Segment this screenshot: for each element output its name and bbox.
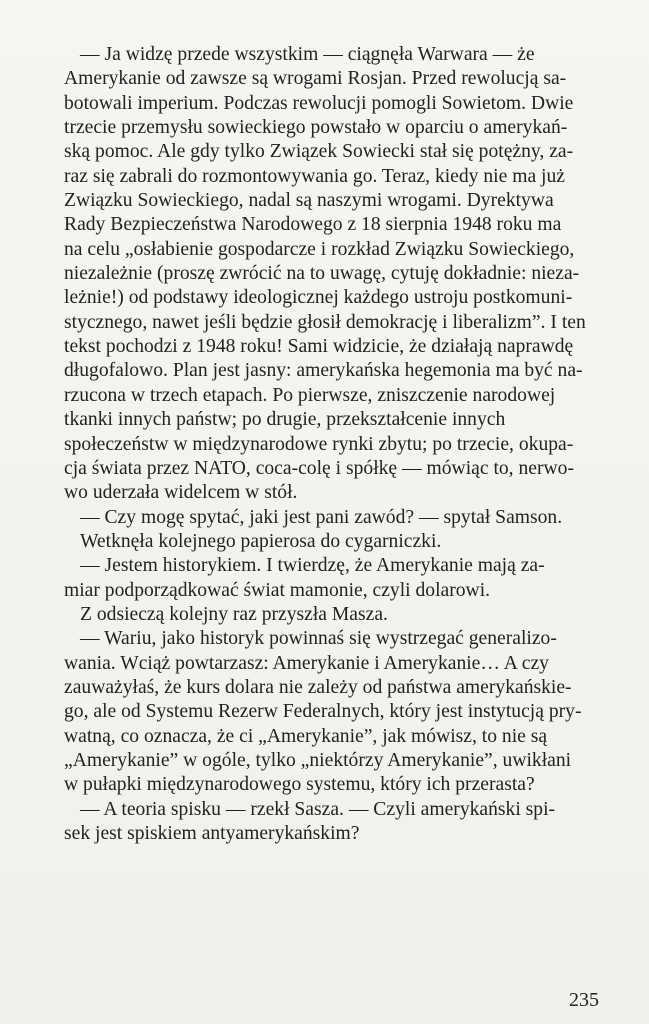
text-line: wo uderzała widelcem w stół.: [64, 482, 298, 504]
text-line: tkanki innych państw; po drugie, przekształcenie innych: [64, 409, 506, 431]
text-line: — Jestem historykiem. I twierdzę, że Amerykanie mają za-: [80, 555, 545, 577]
text-line: Z odsieczą kolejny raz przyszła Masza.: [80, 603, 388, 625]
text-line: leżnie!) od podstawy ideologicznej każdego ustroju postkomuni-: [64, 287, 573, 309]
text-line: — Ja widzę przede wszystkim — ciągnęła Warwara — że: [80, 44, 535, 65]
text-line: miar podporządkować świat mamonie, czyli dolarowi.: [64, 579, 491, 601]
body-text: [64, 43, 624, 846]
text-line: „Amerykanie” w ogóle, tylko „niektórzy Amerykanie”, uwikłani: [64, 749, 572, 771]
text-line: zauważyłaś, że kurs dolara nie zależy od państwa amerykańskie-: [64, 676, 572, 698]
text-line: — A teoria spisku — rzekł Sasza. — Czyli amerykański spi-: [80, 798, 556, 820]
page-number: 235: [569, 989, 599, 1011]
text-line: w pułapki międzynarodowego systemu, który ich przerasta?: [64, 774, 535, 796]
text-line: tekst pochodzi z 1948 roku! Sami widzicie, że działają naprawdę: [64, 336, 574, 358]
text-line: botowali imperium. Podczas rewolucji pomogli Sowietom. Dwie: [64, 92, 574, 114]
text-line: Rady Bezpieczeństwa Narodowego z 18 sierpnia 1948 roku ma: [64, 214, 562, 236]
text-line: społeczeństw w międzynarodowe rynki zbytu; po trzecie, okupa-: [64, 433, 574, 455]
text-line: raz się zabrali do rozmontowywania go. Teraz, kiedy nie ma już: [64, 165, 565, 187]
text-line: ską pomoc. Ale gdy tylko Związek Sowiecki stał się potężny, za-: [64, 141, 574, 163]
text-line: wania. Wciąż powtarzasz: Amerykanie i Amerykanie… A czy: [64, 652, 549, 674]
text-line: stycznego, nawet jeśli będzie głosił demokrację i liberalizm”. I ten: [64, 311, 586, 333]
text-line: niezależnie (proszę zwrócić na to uwagę, cytuję dokładnie: nieza-: [64, 263, 580, 285]
text-line: — Czy mogę spytać, jaki jest pani zawód? — spytał Samson.: [80, 506, 563, 528]
text-line: rzucona w trzech etapach. Po pierwsze, zniszczenie narodowej: [64, 384, 556, 406]
text-line: na celu „osłabienie gospodarcze i rozkład Związku Sowieckiego,: [64, 238, 575, 260]
text-line: — Wariu, jako historyk powinnaś się wystrzegać generalizo-: [80, 628, 557, 650]
text-line: cja świata przez NATO, coca-colę i spółkę — mówiąc to, nerwo-: [64, 457, 574, 479]
text-line: trzecie przemysłu sowieckiego powstało w oparciu o amerykań-: [64, 117, 568, 139]
text-line: długofalowo. Plan jest jasny: amerykańska hegemonia ma być na-: [64, 360, 583, 382]
text-line: go, ale od Systemu Rezerw Federalnych, który jest instytucją pry-: [64, 701, 582, 723]
text-line: sek jest spiskiem antyamerykańskim?: [64, 823, 360, 844]
text-line: watną, co oznacza, że ci „Amerykanie”, jak mówisz, to nie są: [64, 725, 548, 747]
text-line: Wetknęła kolejnego papierosa do cygarniczki.: [80, 530, 442, 552]
text-line: Związku Sowieckiego, nadal są naszymi wrogami. Dyrektywa: [64, 190, 554, 212]
text-line: Amerykanie od zawsze są wrogami Rosjan. Przed rewolucją sa-: [64, 68, 567, 90]
